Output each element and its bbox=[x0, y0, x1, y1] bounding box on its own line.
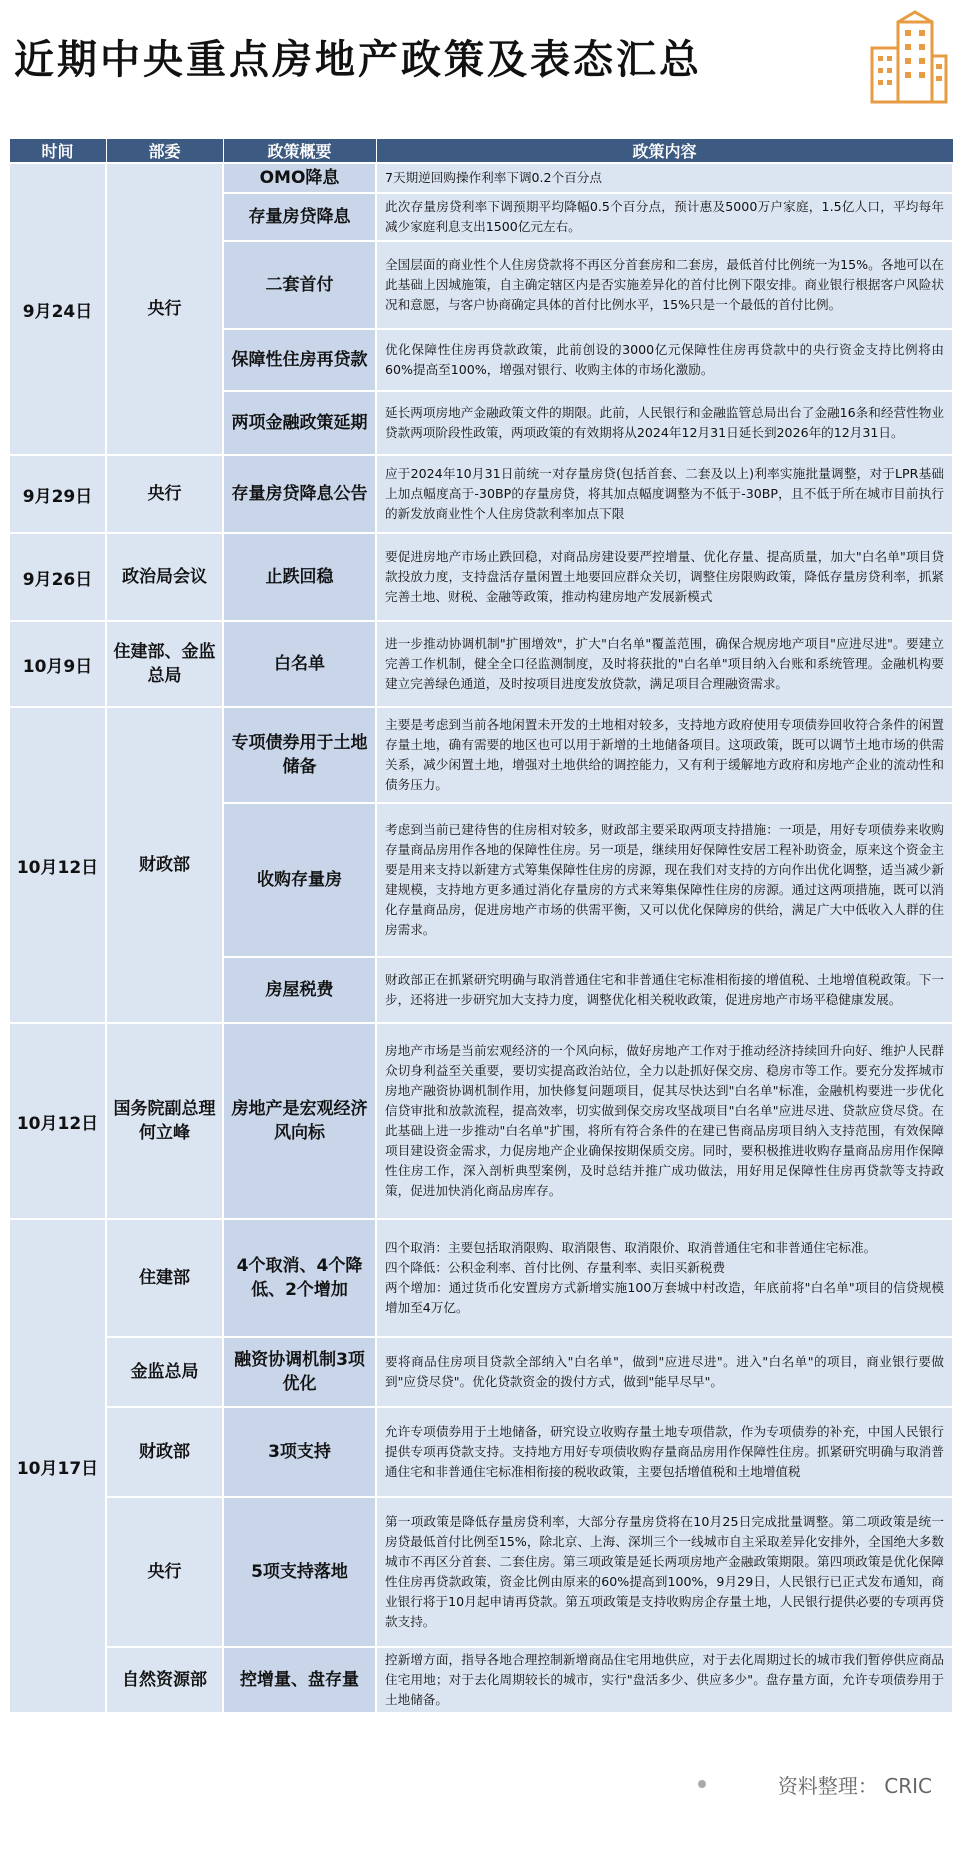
content-cell: 允许专项债券用于土地储备，研究设立收购存量土地专项借款，作为专项债券的补充，中国人民银行提供专项再贷款支持。支持地方用好专项债收购存量商品房用作保障性住房。抓紧研究明确与取消普通住宅和非普通住宅标准相衔接的税收政策，主要包括增值税和土地增值税 bbox=[376, 1407, 953, 1497]
content-cell: 优化保障性住房再贷款政策，此前创设的3000亿元保障性住房再贷款中的央行资金支持比例将由60%提高至100%，增强对银行、收购主体的市场化激励。 bbox=[376, 329, 953, 391]
content-cell: 进一步推动协调机制"扩围增效"，扩大"白名单"覆盖范围，确保合规房地产项目"应进尽进"。要建立完善工作机制，健全全口径监测制度，及时将获批的"白名单"项目纳入台账和系统管理。金融机构要建立完善绿色通道，及时按项目进度发放贷款，满足项目合理融资需求。 bbox=[376, 621, 953, 707]
header-policy: 政策概要 bbox=[223, 139, 376, 164]
policy-cell: 4个取消、4个降低、2个增加 bbox=[223, 1219, 376, 1337]
policy-cell: 房屋税费 bbox=[223, 957, 376, 1023]
table-row bbox=[9, 533, 953, 621]
content-cell: 延长两项房地产金融政策文件的期限。此前，人民银行和金融监管总局出台了金融16条和经营性物业贷款两项阶段性政策，两项政策的有效期将从2024年12月31日延长到2026年的12月31日。 bbox=[376, 391, 953, 455]
table-header-row bbox=[9, 139, 953, 164]
table-row bbox=[9, 707, 953, 803]
dept-cell: 财政部 bbox=[106, 707, 223, 1023]
dept-cell: 央行 bbox=[106, 455, 223, 533]
policy-cell: 两项金融政策延期 bbox=[223, 391, 376, 455]
bullet-dot bbox=[698, 1780, 706, 1788]
content-cell: 应于2024年10月31日前统一对存量房贷(包括首套、二套及以上)利率实施批量调整，对于LPR基础上加点幅度高于-30BP的存量房贷，将其加点幅度调整为不低于-30BP，且不低于所在城市目前执行的新发放商业性个人住房贷款利率加点下限 bbox=[376, 455, 953, 533]
header-content: 政策内容 bbox=[376, 139, 953, 164]
table-row bbox=[9, 1647, 953, 1713]
policy-cell: OMO降息 bbox=[223, 163, 376, 193]
policy-cell: 3项支持 bbox=[223, 1407, 376, 1497]
table-row bbox=[9, 1497, 953, 1647]
header-dept: 部委 bbox=[106, 139, 223, 164]
dept-cell: 金监总局 bbox=[106, 1337, 223, 1407]
policy-cell: 保障性住房再贷款 bbox=[223, 329, 376, 391]
table-row bbox=[9, 621, 953, 707]
date-cell: 10月12日 bbox=[9, 1023, 106, 1219]
table-row bbox=[9, 163, 953, 193]
dept-cell: 国务院副总理何立峰 bbox=[106, 1023, 223, 1219]
policy-cell: 二套首付 bbox=[223, 241, 376, 329]
policy-cell: 专项债券用于土地储备 bbox=[223, 707, 376, 803]
policy-table bbox=[8, 138, 954, 1714]
policy-cell: 存量房贷降息公告 bbox=[223, 455, 376, 533]
header-date: 时间 bbox=[9, 139, 106, 164]
date-cell: 9月29日 bbox=[9, 455, 106, 533]
content-cell: 控新增方面，指导各地合理控制新增商品住宅用地供应，对于去化周期过长的城市我们暂停供应商品住宅用地；对于去化周期较长的城市，实行"盘活多少、供应多少"。盘存量方面，允许专项债券用于土地储备。 bbox=[376, 1647, 953, 1713]
date-cell: 10月17日 bbox=[9, 1219, 106, 1713]
date-cell: 10月9日 bbox=[9, 621, 106, 707]
policy-cell: 存量房贷降息 bbox=[223, 193, 376, 241]
content-cell: 房地产市场是当前宏观经济的一个风向标，做好房地产工作对于推动经济持续回升向好、维护人民群众切身利益至关重要，要切实提高政治站位，全力以赴抓好保交房、稳房市等工作。要充分发挥城市房地产融资协调机制作用，加快修复问题项目，促其尽快达到"白名单"标准，金融机构要进一步优化信贷审批和放款流程，提高效率，切实做到保交房攻坚战项目"白名单"应进尽进、贷款应贷尽贷。在此基础上进一步推动"白名单"扩围，将所有符合条件的在建已售商品房项目纳入支持范围，有效保障项目建设资金需求，力促房地产企业确保按期保质交房。同时，要积极推进收购存量商品房用作保障性住房工作，深入剖析典型案例，及时总结并推广成功做法，用好用足保障性住房再贷款等支持政策，促进加快消化商品房库存。 bbox=[376, 1023, 953, 1219]
content-cell: 全国层面的商业性个人住房贷款将不再区分首套房和二套房，最低首付比例统一为15%。各地可以在此基础上因城施策，自主确定辖区内是否实施差异化的首付比例下限安排。商业银行根据客户风险状况和意愿，与客户协商确定具体的首付比例水平，15%只是一个最低的首付比例。 bbox=[376, 241, 953, 329]
policy-cell: 控增量、盘存量 bbox=[223, 1647, 376, 1713]
content-cell: 财政部正在抓紧研究明确与取消普通住宅和非普通住宅标准相衔接的增值税、土地增值税政策。下一步，还将进一步研究加大支持力度，调整优化相关税收政策，促进房地产市场平稳健康发展。 bbox=[376, 957, 953, 1023]
policy-cell: 收购存量房 bbox=[223, 803, 376, 957]
dept-cell: 政治局会议 bbox=[106, 533, 223, 621]
content-cell: 第一项政策是降低存量房贷利率，大部分存量房贷将在10月25日完成批量调整。第二项政策是统一房贷最低首付比例至15%，除北京、上海、深圳三个一线城市自主采取差异化安排外，全国绝大多数城市不再区分首套、二套住房。第三项政策是延长两项房地产金融政策期限。第四项政策是优化保障性住房再贷款政策，资金比例由原来的60%提高到100%，9月29日，人民银行已正式发布通知，商业银行将于10月起申请再贷款。第五项政策是支持收购房企存量土地，人民银行提供必要的专项再贷款支持。 bbox=[376, 1497, 953, 1647]
table-row bbox=[9, 455, 953, 533]
date-cell: 9月26日 bbox=[9, 533, 106, 621]
building-icon bbox=[868, 8, 950, 104]
content-cell: 7天期逆回购操作利率下调0.2个百分点 bbox=[376, 163, 953, 193]
policy-cell: 融资协调机制3项优化 bbox=[223, 1337, 376, 1407]
table-body bbox=[9, 163, 953, 1713]
table-row bbox=[9, 1219, 953, 1337]
policy-cell: 白名单 bbox=[223, 621, 376, 707]
table-row bbox=[9, 1337, 953, 1407]
page-title: 近期中央重点房地产政策及表态汇总 bbox=[14, 37, 702, 83]
content-cell: 四个取消：主要包括取消限购、取消限售、取消限价、取消普通住宅和非普通住宅标准。 四个降低：公积金利率、首付比例、存量利率、卖旧买新税费 两个增加：通过货币化安置房方式新增实施100万套城中村改造，年底前将"白名单"项目的信贷规模增加至4万亿。 bbox=[376, 1219, 953, 1337]
date-cell: 9月24日 bbox=[9, 163, 106, 455]
policy-cell: 止跌回稳 bbox=[223, 533, 376, 621]
dept-cell: 自然资源部 bbox=[106, 1647, 223, 1713]
policy-table-container bbox=[8, 138, 952, 1714]
content-cell: 要将商品住房项目贷款全部纳入"白名单"，做到"应进尽进"。进入"白名单"的项目，商业银行要做到"应贷尽贷"。优化贷款资金的拨付方式，做到"能早尽早"。 bbox=[376, 1337, 953, 1407]
table-row bbox=[9, 1023, 953, 1219]
dept-cell: 住建部 bbox=[106, 1219, 223, 1337]
content-cell: 考虑到当前已建待售的住房相对较多，财政部主要采取两项支持措施：一项是，用好专项债券来收购存量商品房用作各地的保障性住房。另一项是，继续用好保障性安居工程补助资金，原来这个资金主要是用来支持以新建方式筹集保障性住房的房源，现在我们对支持的方向作出优化调整，适当减少新建规模，支持地方更多通过消化存量房的方式来筹集保障性住房的房源。通过这两项措施，既可以消化存量商品房，促进房地产市场的供需平衡，又可以优化保障房的供给，满足广大中低收入人群的住房需求。 bbox=[376, 803, 953, 957]
dept-cell: 央行 bbox=[106, 1497, 223, 1647]
dept-cell: 财政部 bbox=[106, 1407, 223, 1497]
dept-cell: 央行 bbox=[106, 163, 223, 455]
source-note: 资料整理： CRIC bbox=[777, 1774, 932, 1798]
content-cell: 要促进房地产市场止跌回稳，对商品房建设要严控增量、优化存量、提高质量，加大"白名单"项目贷款投放力度，支持盘活存量闲置土地要回应群众关切，调整住房限购政策，降低存量房贷利率，抓紧完善土地、财税、金融等政策，推动构建房地产发展新模式 bbox=[376, 533, 953, 621]
dept-cell: 住建部、金监总局 bbox=[106, 621, 223, 707]
policy-cell: 房地产是宏观经济风向标 bbox=[223, 1023, 376, 1219]
content-cell: 此次存量房贷利率下调预期平均降幅0.5个百分点，预计惠及5000万户家庭，1.5亿人口，平均每年减少家庭利息支出1500亿元左右。 bbox=[376, 193, 953, 241]
date-cell: 10月12日 bbox=[9, 707, 106, 1023]
content-cell: 主要是考虑到当前各地闲置未开发的土地相对较多，支持地方政府使用专项债券回收符合条件的闲置存量土地，确有需要的地区也可以用于新增的土地储备项目。这项政策，既可以调节土地市场的供需关系，减少闲置土地，增强对土地供给的调控能力，又有利于缓解地方政府和房地产企业的流动性和债务压力。 bbox=[376, 707, 953, 803]
policy-cell: 5项支持落地 bbox=[223, 1497, 376, 1647]
table-row bbox=[9, 1407, 953, 1497]
